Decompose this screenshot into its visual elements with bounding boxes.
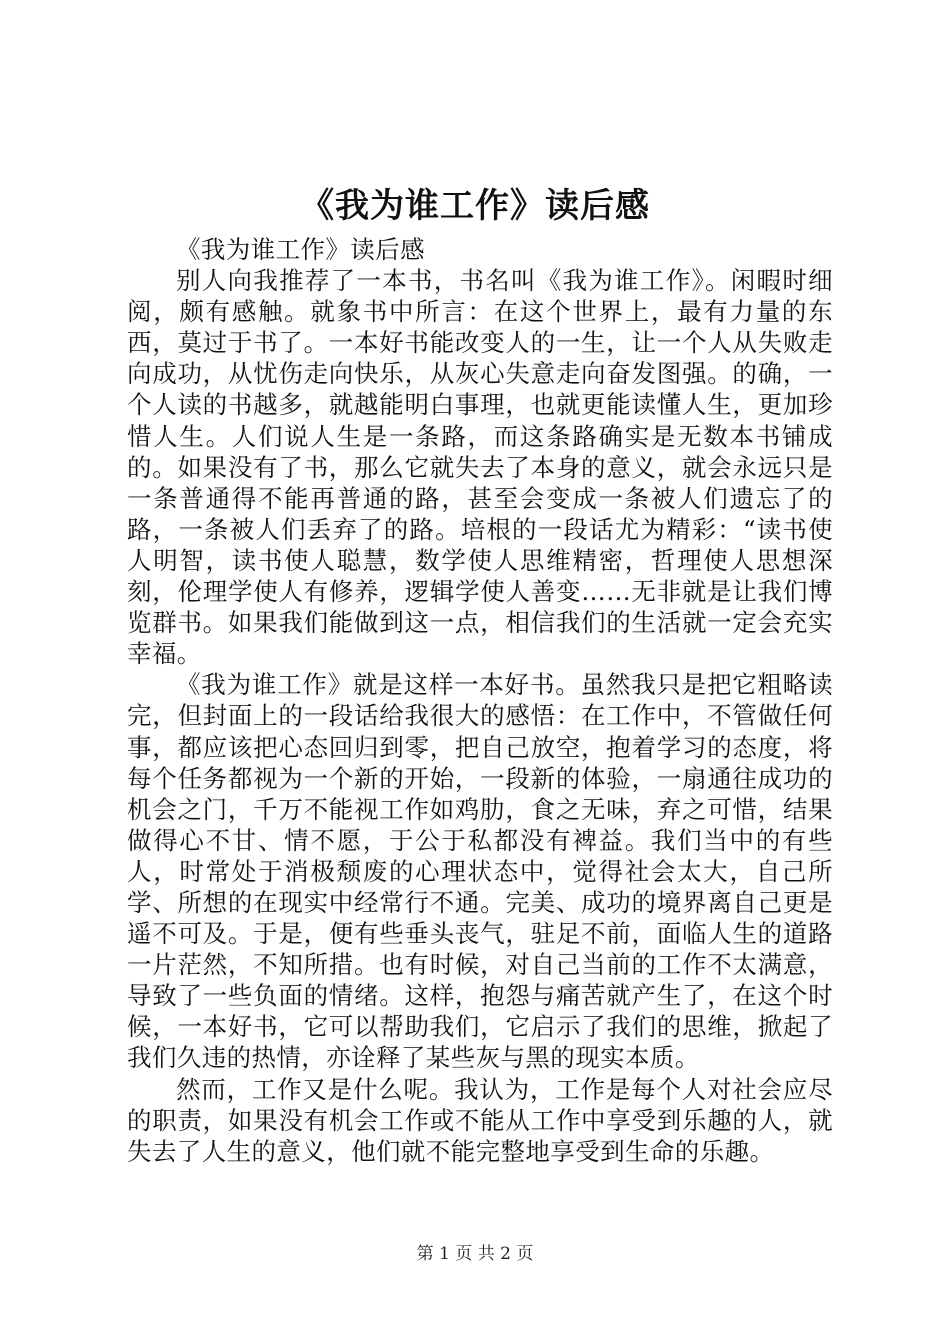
document-title: 《我为谁工作》读后感: [300, 186, 650, 226]
paragraph-subtitle: 《我为谁工作》读后感: [176, 235, 425, 264]
page-footer: 第 1 页 共 2 页: [416, 1244, 534, 1264]
paragraph-3: 然而，工作又是什么呢。我认为，工作是每个人对社会应尽的职责，如果没有机会工作或不能从工作中享受到乐趣的人，就失去了人生的意义，他们就不能完整地享受到生命的乐趣。: [127, 1074, 833, 1166]
paragraph-2: 《我为谁工作》就是这样一本好书。虽然我只是把它粗略读完，但封面上的一段话给我很大的感悟：在工作中，不管做任何事，都应该把心态回归到零，把自己放空，抱着学习的态度，将每个任务都视为一个新的开始，一段新的体验，一扇通往成功的机会之门，千万不能视工作如鸡肋，食之无味，弃之可惜，结果做得心不甘、情不愿，于公于私都没有裨益。我们当中的有些人，时常处于消极颓废的心理状态中，觉得社会太大，自己所学、所想的在现实中经常行不通。完美、成功的境界离自己更是遥不可及。于是，便有些垂头丧气，驻足不前，面临人生的道路一片茫然，不知所措。也有时候，对自己当前的工作不太满意，导致了一些负面的情绪。这样，抱怨与痛苦就产生了，在这个时候，一本好书，它可以帮助我们，它启示了我们的思维，掀起了我们久违的热情，亦诠释了某些灰与黑的现实本质。: [127, 670, 833, 1073]
paragraph-1: 别人向我推荐了一本书，书名叫《我为谁工作》。闲暇时细阅，颇有感触。就象书中所言：在这个世界上，最有力量的东西，莫过于书了。一本好书能改变人的一生，让一个人从失败走向成功，从忧伤走向快乐，从灰心失意走向奋发图强。的确，一个人读的书越多，就越能明白事理，也就更能读懂人生，更加珍惜人生。人们说人生是一条路，而这条路确实是无数本书铺成的。如果没有了书，那么它就失去了本身的意义，就会永远只是一条普通得不能再普通的路，甚至会变成一条被人们遗忘了的路，一条被人们丢弃了的路。培根的一段话尤为精彩：“读书使人明智，读书使人聪慧，数学使人思维精密，哲理使人思想深刻，伦理学使人有修养，逻辑学使人善变……无非就是让我们博览群书。如果我们能做到这一点，相信我们的生活就一定会充实幸福。: [127, 266, 833, 669]
document-body: [127, 234, 833, 1167]
